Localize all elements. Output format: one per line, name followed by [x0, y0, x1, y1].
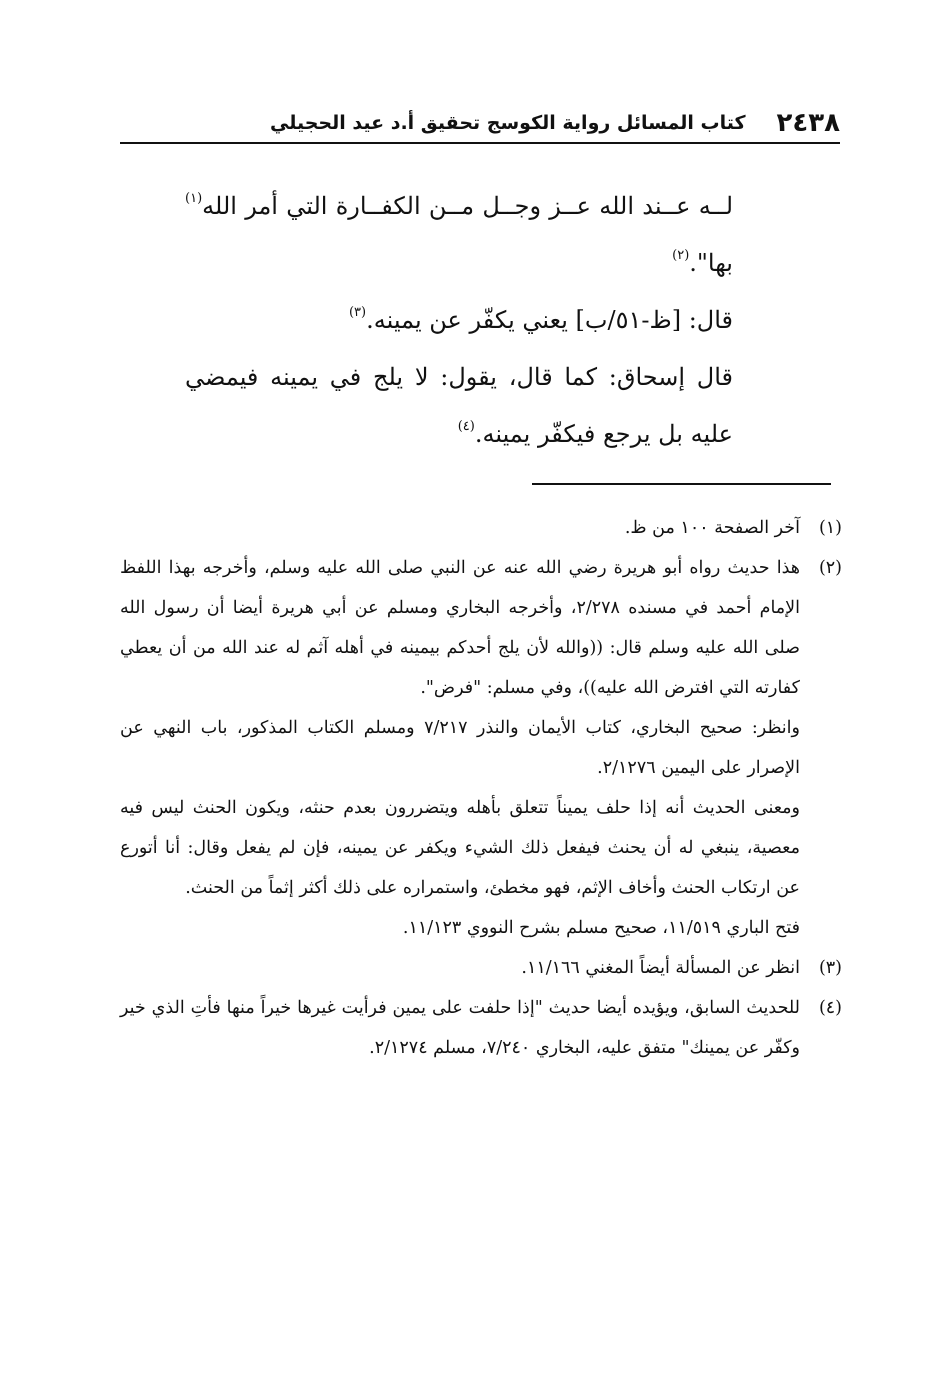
main-paragraph-1 — [185, 178, 733, 235]
footnote-ref-2[interactable]: (٢) — [672, 248, 690, 263]
footnote-4 — [120, 988, 842, 1068]
main-paragraph-3 — [185, 349, 733, 463]
footnote-2-text: هذا حديث رواه أبو هريرة رضي الله عنه عن النبي صلى الله عليه وسلم، وأخرجه بهذا اللفظ الإمام أحمد في مسنده ٢/٢٧٨، وأخرجه البخاري ومسلم عن أبي هريرة أيضا أن رسول الله صلى الله عليه وسلم قال: ((والله لأن يلج أحدكم بيمينه في أهله آثم له عند الله من أن يعطي كفارته التي افترض الله عليه))، وفي مسلم: "فرض". — [120, 558, 800, 698]
footnote-1-number: (١) — [818, 518, 842, 538]
footnote-2-number: (٢) — [818, 558, 842, 578]
main-paragraph-1-continued — [185, 235, 733, 292]
footnote-4-number: (٤) — [818, 998, 842, 1018]
footnote-ref-4[interactable]: (٤) — [457, 419, 475, 434]
footnote-ref-3[interactable]: (٣) — [348, 305, 367, 320]
main-paragraph-1-text: لــه عــند الله عــز وجــل مــن الكفــارة التي أمر الله — [202, 192, 733, 220]
footnote-separator — [532, 483, 831, 485]
footnote-3-text: انظر عن المسألة أيضاً المغني ١١/١٦٦. — [521, 958, 800, 978]
footnotes — [120, 508, 842, 1068]
footnote-4-text: للحديث السابق، ويؤيده أيضا حديث "إذا حلفت على يمين فرأيت غيرها خيراً منها فأتِ الذي خير وكفّر عن يمينك" متفق عليه، البخاري ٧/٢٤٠، مسلم ٢/١٢٧٤. — [120, 998, 800, 1058]
header-rule — [120, 142, 840, 144]
footnote-2-see-also: وانظر: صحيح البخاري، كتاب الأيمان والنذر ٧/٢١٧ ومسلم الكتاب المذكور، باب النهي عن الإصرار على اليمين ٢/١٢٧٦. — [120, 718, 800, 778]
main-paragraph-1-tail: بها". — [689, 249, 733, 277]
footnote-2-sources: فتح الباري ١١/٥١٩، صحيح مسلم بشرح النووي ١١/١٢٣. — [402, 918, 800, 938]
footnote-3-number: (٣) — [818, 958, 842, 978]
footnote-3 — [120, 948, 842, 988]
page-number: ٢٤٣٨ — [776, 108, 840, 138]
footnote-2-meaning: ومعنى الحديث أنه إذا حلف يميناً تتعلق بأهله ويتضررون بعدم حنثه، ويكون الحنث ليس فيه معصية، ينبغي له أن يحنث فيفعل ذلك الشيء ويكفر عن يمينه، فإن لم يفعل وقال: أنا أتورع عن ارتكاب الحنث وأخاف الإثم، فهو مخطئ، واستمراره على ذلك أكثر إثماً من الحنث. — [120, 798, 800, 898]
main-paragraph-2-text: قال: [ظ-٥١/ب] يعني يكفّر عن يمينه. — [366, 306, 733, 334]
footnote-1 — [120, 508, 842, 548]
footnote-1-text: آخر الصفحة ١٠٠ من ظ. — [624, 518, 800, 538]
main-text — [185, 178, 733, 463]
main-paragraph-2 — [185, 292, 733, 349]
footnote-ref-1[interactable]: (١) — [185, 191, 203, 206]
footnote-2 — [120, 548, 842, 708]
main-paragraph-3-text: قال إسحاق: كما قال، يقول: لا يلج في يمينه فيمضي عليه بل يرجع فيكفّر يمينه. — [185, 363, 733, 448]
running-title: كتاب المسائل رواية الكوسج تحقيق أ.د عيد الحجيلي — [270, 112, 746, 134]
page-header — [120, 92, 840, 140]
